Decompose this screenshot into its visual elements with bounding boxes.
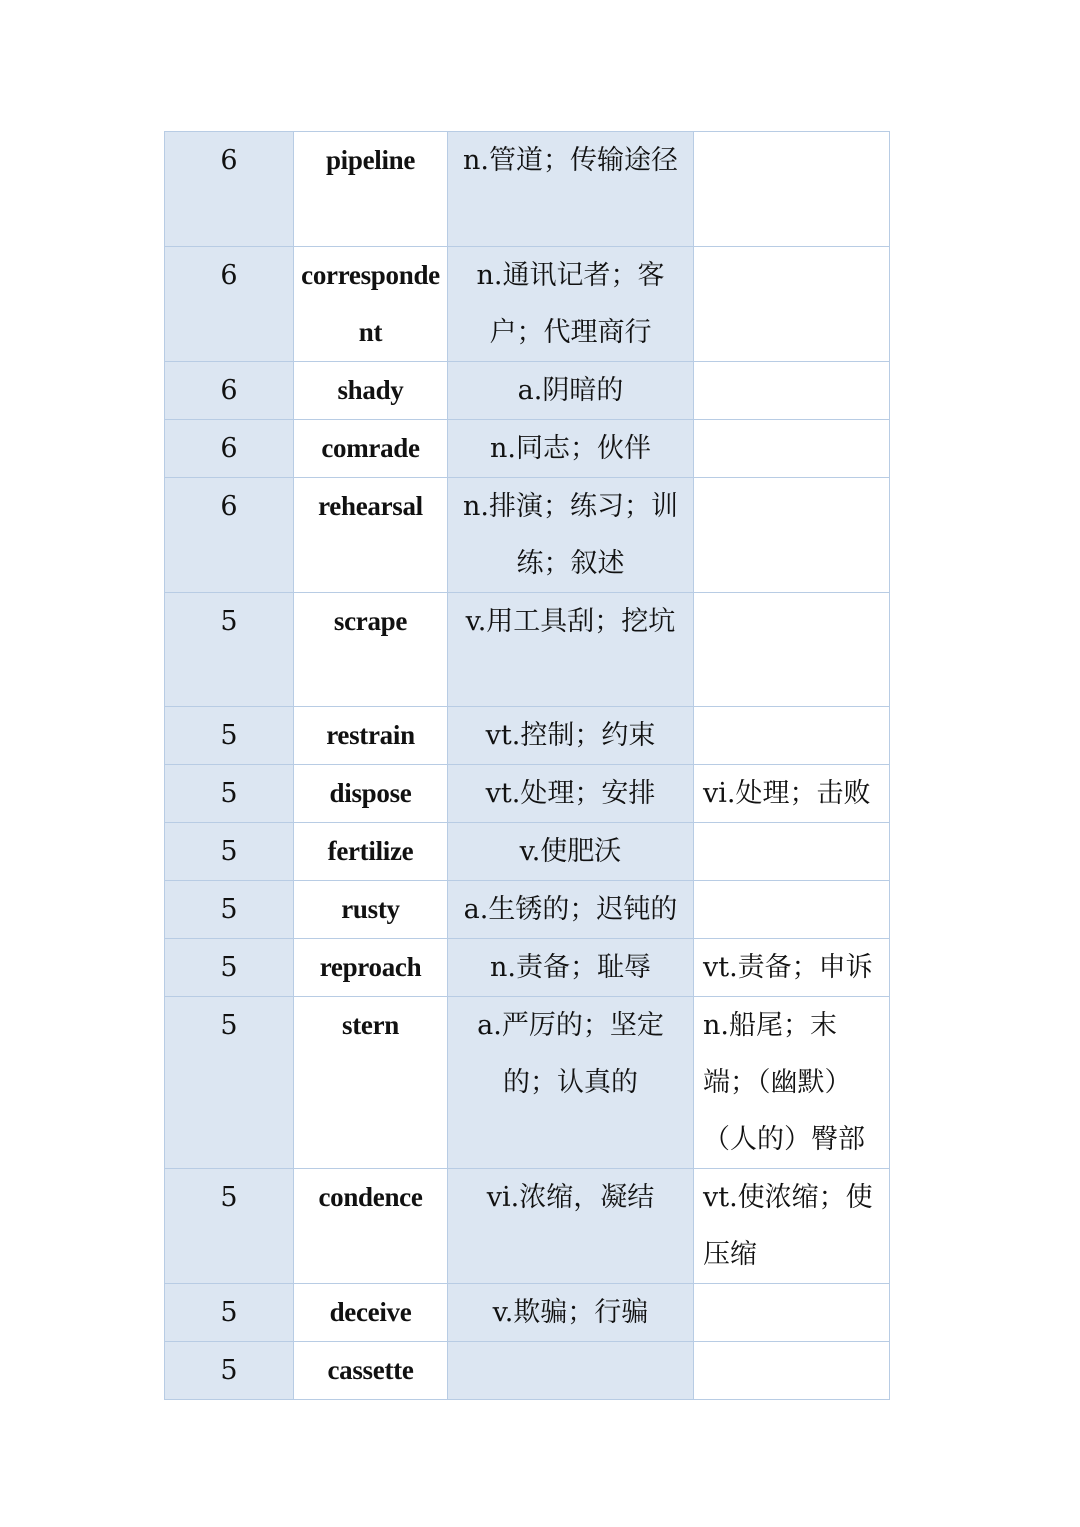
- table-row: [165, 997, 890, 1169]
- definition-cell: n.通讯记者；客户；代理商行: [448, 247, 694, 362]
- word-cell: shady: [294, 362, 448, 420]
- table-row: [165, 1342, 890, 1400]
- word-cell: dispose: [294, 765, 448, 823]
- frequency-cell: 5: [165, 997, 294, 1169]
- table-row: [165, 593, 890, 707]
- word-cell: deceive: [294, 1284, 448, 1342]
- frequency-cell: 5: [165, 765, 294, 823]
- definition-cell: a.生锈的；迟钝的: [448, 881, 694, 939]
- definition-cell: n.排演；练习；训练；叙述: [448, 478, 694, 593]
- definition-cell: v.使肥沃: [448, 823, 694, 881]
- definition-cell: vi.浓缩，凝结: [448, 1169, 694, 1284]
- frequency-cell: 5: [165, 1342, 294, 1400]
- definition-cell: n.同志；伙伴: [448, 420, 694, 478]
- frequency-cell: 6: [165, 362, 294, 420]
- definition-cell: vt.控制；约束: [448, 707, 694, 765]
- word-cell: fertilize: [294, 823, 448, 881]
- table-row: [165, 478, 890, 593]
- word-cell: cassette: [294, 1342, 448, 1400]
- extra-definition-cell: [694, 881, 890, 939]
- table-row: [165, 765, 890, 823]
- table-row: [165, 132, 890, 247]
- table-row: [165, 362, 890, 420]
- extra-definition-cell: vi.处理；击败: [694, 765, 890, 823]
- word-cell: rusty: [294, 881, 448, 939]
- table-row: [165, 1169, 890, 1284]
- extra-definition-cell: [694, 247, 890, 362]
- extra-definition-cell: vt.责备；申诉: [694, 939, 890, 997]
- definition-cell: a.严厉的；坚定的；认真的: [448, 997, 694, 1169]
- definition-cell: a.阴暗的: [448, 362, 694, 420]
- extra-definition-cell: [694, 823, 890, 881]
- table-row: [165, 420, 890, 478]
- vocabulary-table: [164, 131, 890, 1400]
- definition-cell: v.欺骗；行骗: [448, 1284, 694, 1342]
- word-cell: scrape: [294, 593, 448, 707]
- extra-definition-cell: [694, 707, 890, 765]
- definition-cell: vt.处理；安排: [448, 765, 694, 823]
- word-cell: correspondent: [294, 247, 448, 362]
- word-cell: restrain: [294, 707, 448, 765]
- word-cell: reproach: [294, 939, 448, 997]
- extra-definition-cell: n.船尾；末端；（幽默）（人的）臀部: [694, 997, 890, 1169]
- table-row: [165, 823, 890, 881]
- table-row: [165, 881, 890, 939]
- definition-cell: n.管道；传输途径: [448, 132, 694, 247]
- frequency-cell: 6: [165, 247, 294, 362]
- frequency-cell: 6: [165, 478, 294, 593]
- frequency-cell: 5: [165, 707, 294, 765]
- extra-definition-cell: [694, 593, 890, 707]
- definition-cell: [448, 1342, 694, 1400]
- word-cell: comrade: [294, 420, 448, 478]
- frequency-cell: 6: [165, 132, 294, 247]
- extra-definition-cell: vt.使浓缩；使压缩: [694, 1169, 890, 1284]
- extra-definition-cell: [694, 420, 890, 478]
- table-row: [165, 247, 890, 362]
- definition-cell: v.用工具刮；挖坑: [448, 593, 694, 707]
- extra-definition-cell: [694, 362, 890, 420]
- definition-cell: n.责备；耻辱: [448, 939, 694, 997]
- frequency-cell: 5: [165, 939, 294, 997]
- table-row: [165, 707, 890, 765]
- frequency-cell: 5: [165, 823, 294, 881]
- frequency-cell: 6: [165, 420, 294, 478]
- extra-definition-cell: [694, 1342, 890, 1400]
- extra-definition-cell: [694, 132, 890, 247]
- word-cell: rehearsal: [294, 478, 448, 593]
- frequency-cell: 5: [165, 1284, 294, 1342]
- extra-definition-cell: [694, 478, 890, 593]
- frequency-cell: 5: [165, 1169, 294, 1284]
- word-cell: pipeline: [294, 132, 448, 247]
- extra-definition-cell: [694, 1284, 890, 1342]
- word-cell: stern: [294, 997, 448, 1169]
- frequency-cell: 5: [165, 881, 294, 939]
- word-cell: condence: [294, 1169, 448, 1284]
- table-row: [165, 1284, 890, 1342]
- frequency-cell: 5: [165, 593, 294, 707]
- table-row: [165, 939, 890, 997]
